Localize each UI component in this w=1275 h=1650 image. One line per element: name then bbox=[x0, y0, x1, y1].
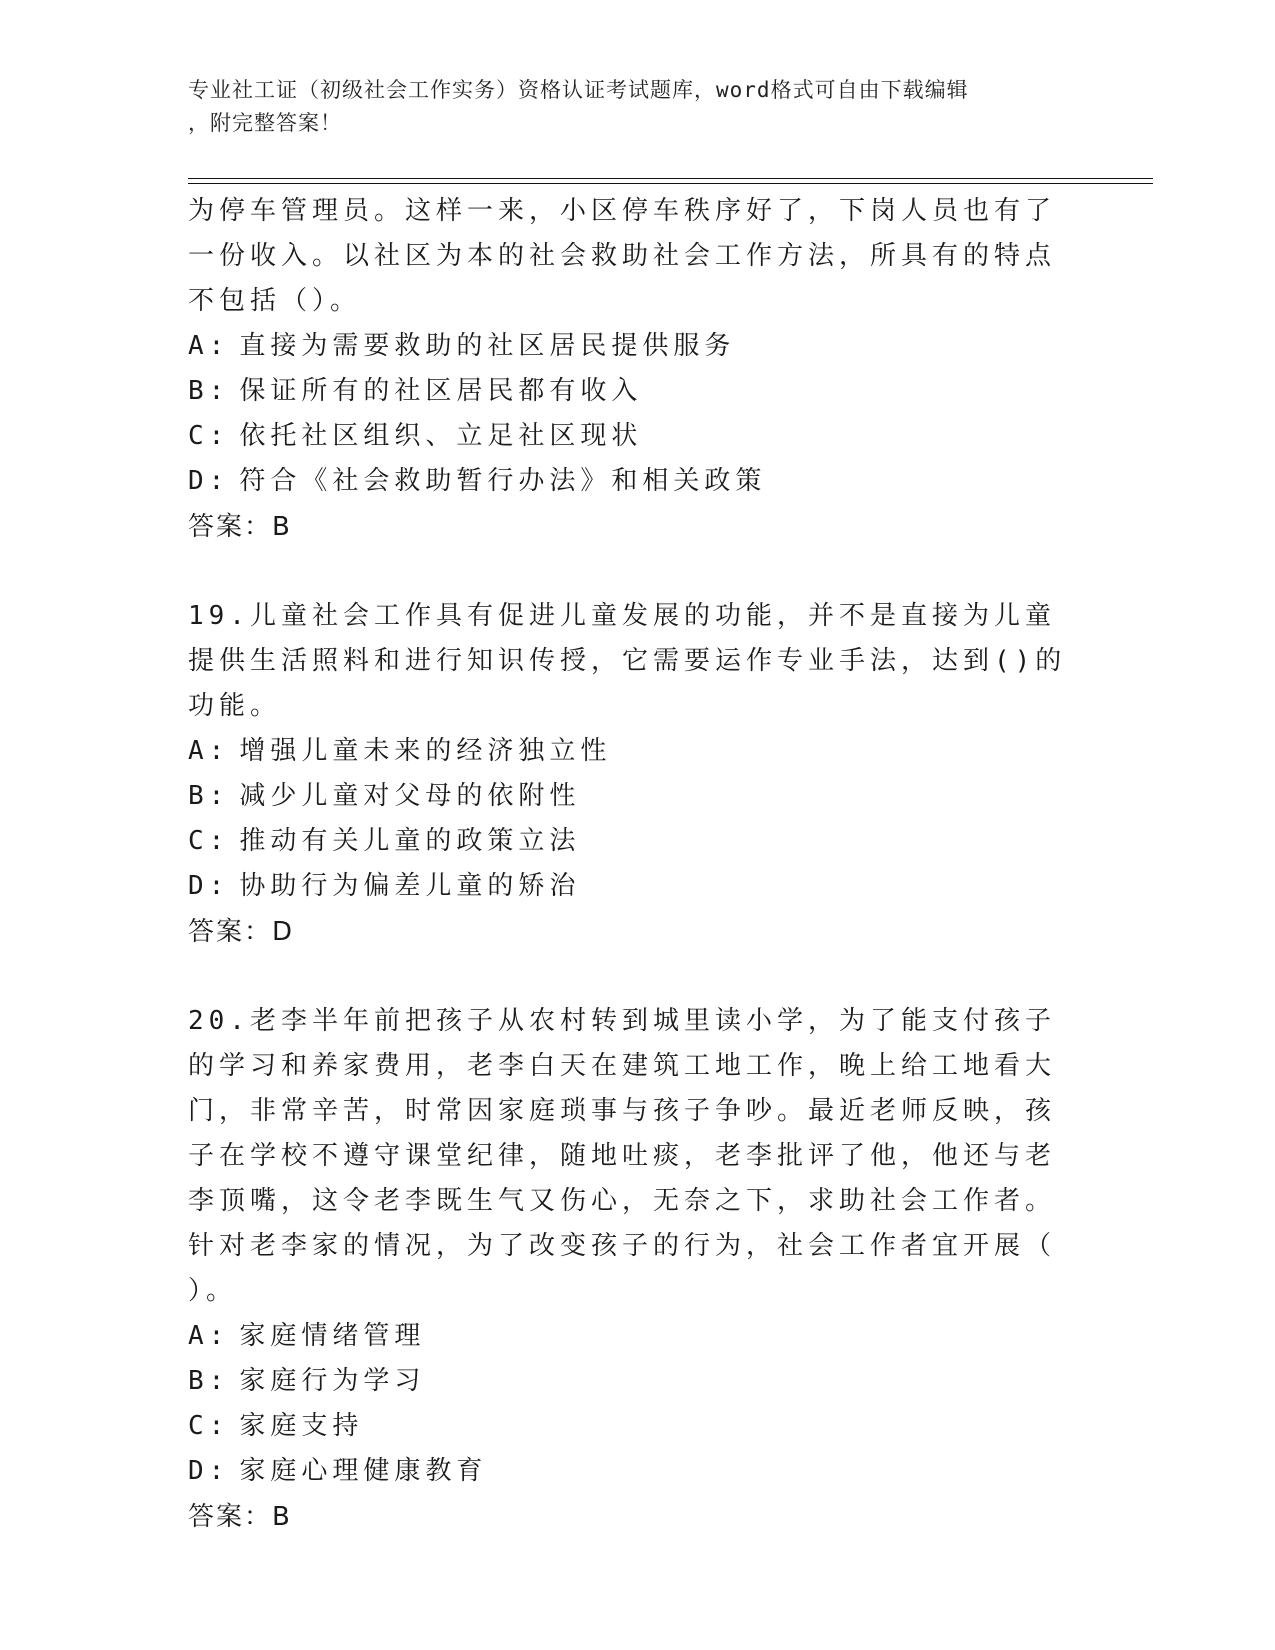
question-gap bbox=[188, 955, 1078, 999]
option-c: C: 家庭支持 bbox=[188, 1411, 364, 1441]
option-c: C: 依托社区组织、立足社区现状 bbox=[188, 421, 643, 451]
option-text: 家庭支持 bbox=[239, 1411, 364, 1441]
question-18 bbox=[188, 189, 1078, 550]
question-stem: 19.儿童社会工作具有促进儿童发展的功能，并不是直接为儿童提供生活照料和进行知识传授，它需要运作专业手法，达到()的功能。 bbox=[188, 601, 1067, 721]
option-text: 家庭心理健康教育 bbox=[239, 1456, 488, 1486]
answer-label: 答案：D bbox=[188, 917, 295, 947]
option-d: D: 符合《社会救助暂行办法》和相关政策 bbox=[188, 466, 767, 496]
option-a: A: 家庭情绪管理 bbox=[188, 1321, 426, 1351]
option-b: B: 减少儿童对父母的依附性 bbox=[188, 781, 581, 811]
option-text: 符合《社会救助暂行办法》和相关政策 bbox=[239, 466, 767, 496]
question-stem: 20.老李半年前把孩子从农村转到城里读小学，为了能支付孩子的学习和养家费用，老李白天在建筑工地工作，晚上给工地看大门，非常辛苦，时常因家庭琐事与孩子争吵。最近老师反映，孩子在学校不遵守课堂纪律，随地吐痰，老李批评了他，他还与老李顶嘴，这令老李既生气又伤心，无奈之下，求助社会工作者。针对老李家的情况，为了改变孩子的行为，社会工作者宜开展（ ）。 bbox=[188, 1006, 1057, 1306]
question-stem: 为停车管理员。这样一来，小区停车秩序好了，下岗人员也有了一份收入。以社区为本的社会救助社会工作方法，所具有的特点不包括（）。 bbox=[188, 196, 1057, 316]
header-line-2: ，附完整答案！ bbox=[188, 111, 342, 135]
header-divider-bottom bbox=[188, 183, 1153, 184]
question-20 bbox=[188, 999, 1078, 1540]
option-text: 增强儿童未来的经济独立性 bbox=[239, 736, 612, 766]
option-text: 协助行为偏差儿童的矫治 bbox=[239, 871, 581, 901]
option-text: 依托社区组织、立足社区现状 bbox=[239, 421, 643, 451]
header-divider-top bbox=[188, 178, 1153, 179]
question-19 bbox=[188, 594, 1078, 955]
question-gap bbox=[188, 550, 1078, 594]
document-header bbox=[188, 74, 1088, 140]
option-b: B: 家庭行为学习 bbox=[188, 1366, 426, 1396]
answer-label: 答案：B bbox=[188, 1502, 292, 1532]
option-a: A: 增强儿童未来的经济独立性 bbox=[188, 736, 612, 766]
option-text: 家庭行为学习 bbox=[239, 1366, 426, 1396]
option-d: D: 家庭心理健康教育 bbox=[188, 1456, 488, 1486]
option-b: B: 保证所有的社区居民都有收入 bbox=[188, 376, 643, 406]
option-text: 减少儿童对父母的依附性 bbox=[239, 781, 581, 811]
header-line-1: 专业社工证（初级社会工作实务）资格认证考试题库，word格式可自由下载编辑 bbox=[188, 78, 969, 102]
option-a: A: 直接为需要救助的社区居民提供服务 bbox=[188, 331, 736, 361]
answer-label: 答案：B bbox=[188, 512, 292, 542]
option-c: C: 推动有关儿童的政策立法 bbox=[188, 826, 581, 856]
option-text: 推动有关儿童的政策立法 bbox=[239, 826, 581, 856]
option-text: 家庭情绪管理 bbox=[239, 1321, 426, 1351]
option-d: D: 协助行为偏差儿童的矫治 bbox=[188, 871, 581, 901]
option-text: 保证所有的社区居民都有收入 bbox=[239, 376, 643, 406]
option-text: 直接为需要救助的社区居民提供服务 bbox=[239, 331, 736, 361]
question-list bbox=[188, 189, 1078, 1540]
